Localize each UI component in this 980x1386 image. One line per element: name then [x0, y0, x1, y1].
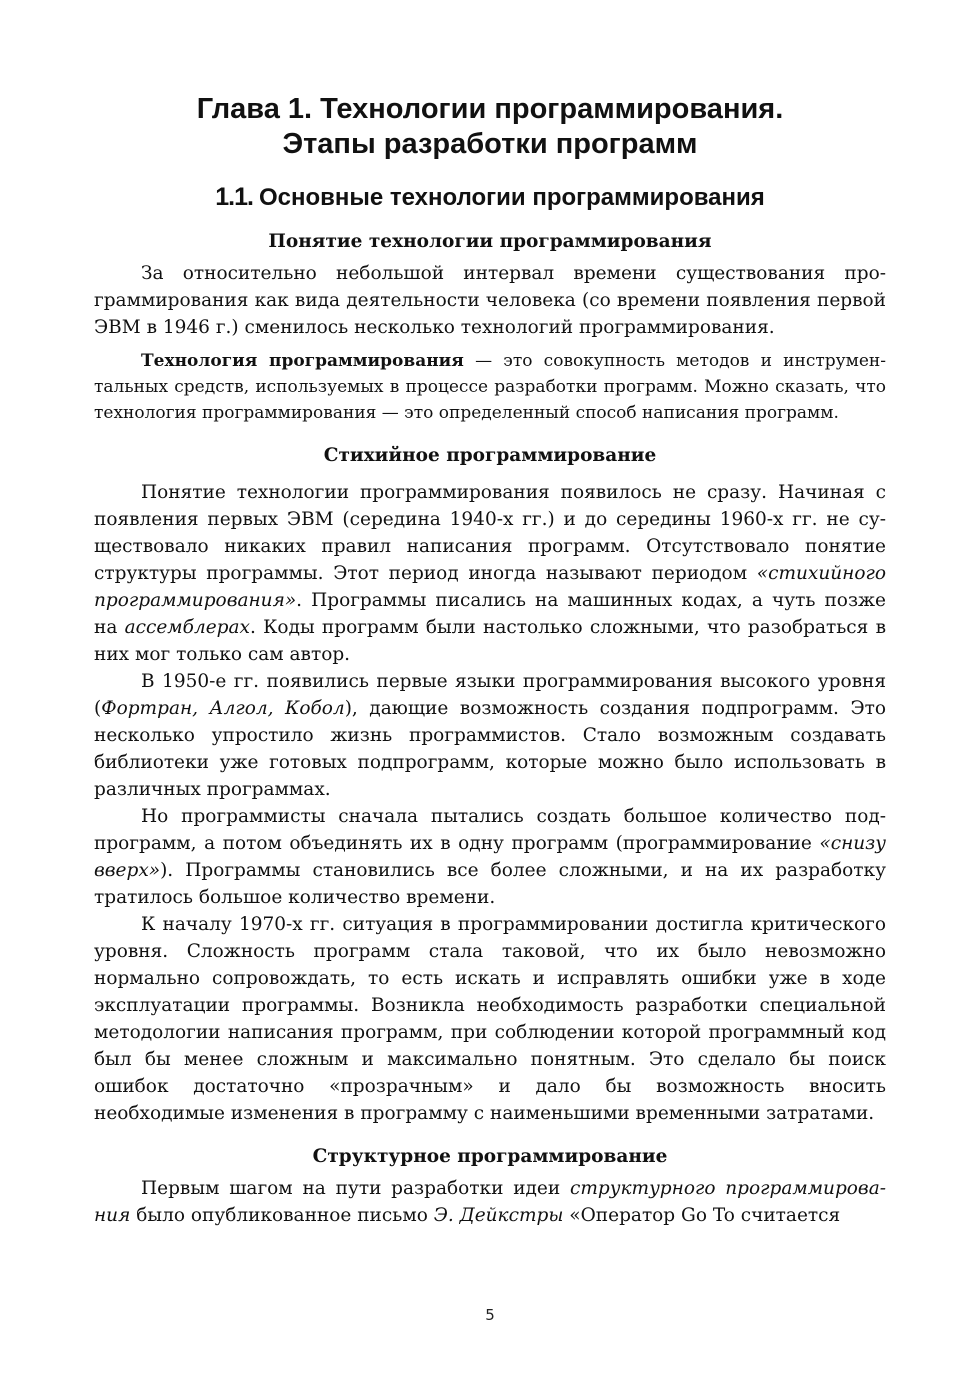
paragraph: [94, 479, 886, 668]
paragraph-text: Понятие технологии программирования появилось не сразу. Начиная с появления первых ЭВМ (середина 1940-х гг.) и до середины 1960-х гг. не существовало никаких правил написания программ. Отсутствовало понятие структуры программы. Этот период иногда называют периодом: [94, 482, 886, 584]
paragraph-text: — это совокупность методов и инструментальных средств, используемых в процессе разработки программ. Можно сказать, что технология программирования — это определенный способ написания программ.: [94, 351, 886, 423]
paragraph: [94, 260, 886, 341]
italic-term: Э. Дейкстры: [433, 1205, 564, 1226]
page-content: [94, 92, 886, 1229]
paragraph-text: Но программисты сначала пытались создать большое количество подпрограмм, а потом объединять их в одну программ (программирование: [94, 806, 886, 854]
page-number: 5: [485, 1306, 495, 1324]
paragraph-text: К началу 1970-х гг. ситуация в программировании достигла критического уровня. Сложность программ стала таковой, что их было невозможно нормально сопровождать, то есть искать и исправлять ошибки уже в ходе эксплуатации программы. Возникла необходимость разработки специальной методологии написания программ, при соблюдении которой программный код был бы менее сложным и максимально понятным. Это сделало бы поиск ошибок достаточно «прозрачным» и дало бы возможность вносить необходимые изменения в программу с наименьшими временными затратами.: [94, 914, 886, 1124]
paragraph: [94, 668, 886, 803]
italic-term: ассемблерах: [124, 617, 250, 638]
paragraph-text: . Коды программ были настолько сложными, что разобраться в них мог только сам автор.: [94, 617, 886, 665]
paragraph-text: «Оператор Go To считается: [563, 1205, 841, 1226]
paragraph-text: ), дающие возможность создания подпрограмм. Это несколько упростило жизнь программистов. Стало возможным создавать библиотеки уже готовых подпрограмм, которые можно было использовать в различных программах.: [94, 698, 886, 800]
defined-term: Технология программирования: [141, 351, 464, 371]
paragraph-text: было опубликованное письмо: [130, 1205, 434, 1226]
italic-term: «снизу вверх»: [94, 833, 886, 881]
section-number: 1.1.: [215, 183, 253, 211]
paragraph: [94, 803, 886, 911]
paragraph-text: Первым шагом на пути разработки идеи: [141, 1178, 570, 1199]
chapter-title-line1: Глава 1. Технологии программирования.: [196, 93, 784, 125]
paragraph-text: За относительно небольшой интервал времени существования программирования как вида деятельности человека (со времени появления первой ЭВМ в 1946 г.) сменилось несколько технологий программирования.: [94, 263, 886, 338]
subheading-concept: Понятие технологии программирования: [268, 231, 712, 252]
paragraph-definition: [94, 348, 886, 426]
italic-term: Фортран, Алгол, Кобол: [101, 698, 345, 719]
italic-term: структурного программирования: [94, 1178, 886, 1226]
paragraph-text: . Программы писались на машинных кодах, а чуть позже на: [94, 590, 886, 638]
subheading-spontaneous: Стихийное программирование: [323, 445, 657, 466]
chapter-title: [94, 92, 886, 162]
paragraph: [94, 1175, 886, 1229]
section-title-text: Основные технологии программирования: [258, 184, 765, 211]
chapter-title-line2: Этапы разработки программ: [282, 128, 698, 160]
italic-term: «стихийного программирования»: [94, 563, 886, 611]
paragraph: [94, 911, 886, 1127]
section-title: [94, 182, 886, 213]
subheading-structured: Структурное программирование: [312, 1146, 668, 1167]
paragraph-text: В 1950-е гг. появились первые языки программирования высокого уровня (: [94, 671, 886, 719]
paragraph-text: ). Программы становились все более сложными, и на их разработку тратилось большое количество времени.: [94, 860, 886, 908]
